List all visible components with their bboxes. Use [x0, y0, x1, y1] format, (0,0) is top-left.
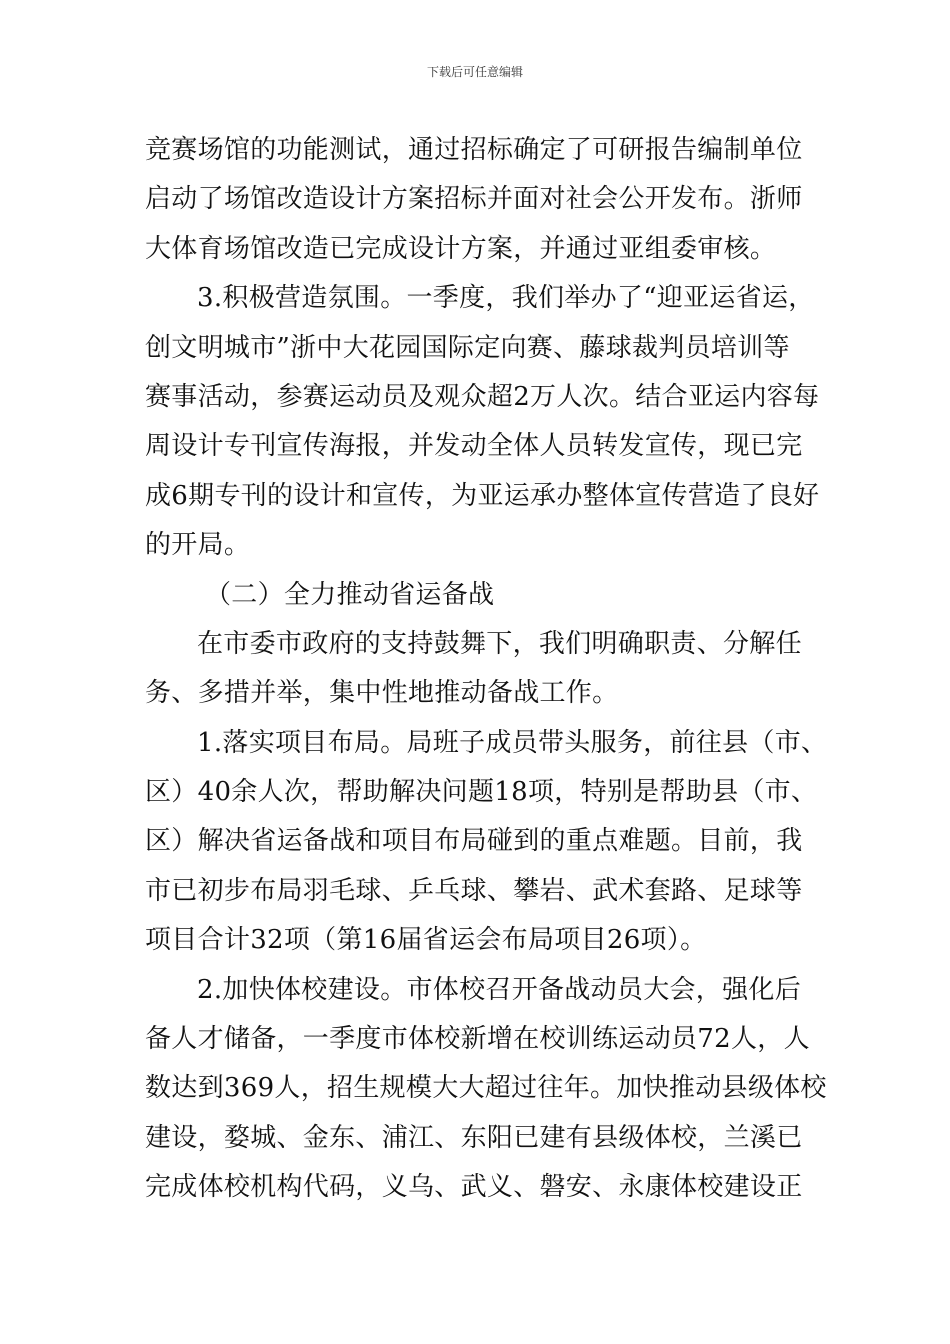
- text-line: 区）解决省运备战和项目布局碰到的重点难题。目前，我: [145, 826, 803, 857]
- paragraph-start-line: 1.落实项目布局。局班子成员带头服务，前往县（市、: [197, 727, 828, 758]
- text-line: 赛事活动，参赛运动员及观众超2万人次。结合亚运内容每: [145, 381, 820, 412]
- text-line: 竞赛场馆的功能测试，通过招标确定了可研报告编制单位: [145, 135, 803, 165]
- text-line: 启动了场馆改造设计方案招标并面对社会公开发布。浙师: [145, 184, 803, 215]
- text-line: 项目合计32项（第16届省运会布局项目26项）。: [145, 925, 707, 956]
- text-line: 区）40余人次，帮助解决问题18项，特别是帮助县（市、: [145, 777, 818, 808]
- text-line: 务、多措并举，集中性地推动备战工作。: [145, 678, 619, 709]
- text-line: 数达到369人，招生规模大大超过往年。加快推动县级体校: [145, 1073, 827, 1104]
- text-line: 大体育场馆改造已完成设计方案，并通过亚组委审核。: [145, 233, 777, 264]
- paragraph-start-line: 在市委市政府的支持鼓舞下，我们明确职责、分解任: [197, 628, 802, 659]
- page-header: 下载后可任意编辑: [426, 65, 523, 79]
- paragraph-start-line: 2.加快体校建设。市体校召开备战动员大会，强化后: [197, 974, 802, 1005]
- text-line: 成6期专刊的设计和宣传，为亚运承办整体宣传营造了良好: [145, 480, 820, 511]
- section-heading: （二）全力推动省运备战: [205, 579, 495, 610]
- text-line: 建设，婺城、金东、浦江、东阳已建有县级体校，兰溪已: [145, 1122, 803, 1153]
- text-line: 的开局。: [145, 530, 251, 561]
- text-line: 周设计专刊宣传海报，并发动全体人员转发宣传，现已完: [145, 431, 803, 462]
- document-body: [145, 126, 828, 1213]
- text-line: 市已初步布局羽毛球、乒乓球、攀岩、武术套路、足球等: [145, 875, 803, 906]
- text-line: 备人才储备，一季度市体校新增在校训练运动员72人，人: [145, 1024, 810, 1055]
- text-line: 创文明城市”浙中大花园国际定向赛、藤球裁判员培训等: [145, 332, 790, 363]
- paragraph-start-line: 3.积极营造氛围。一季度，我们举办了“迎亚运省运，: [197, 283, 815, 314]
- text-line: 完成体校机构代码，义乌、武义、磐安、永康体校建设正: [145, 1172, 803, 1203]
